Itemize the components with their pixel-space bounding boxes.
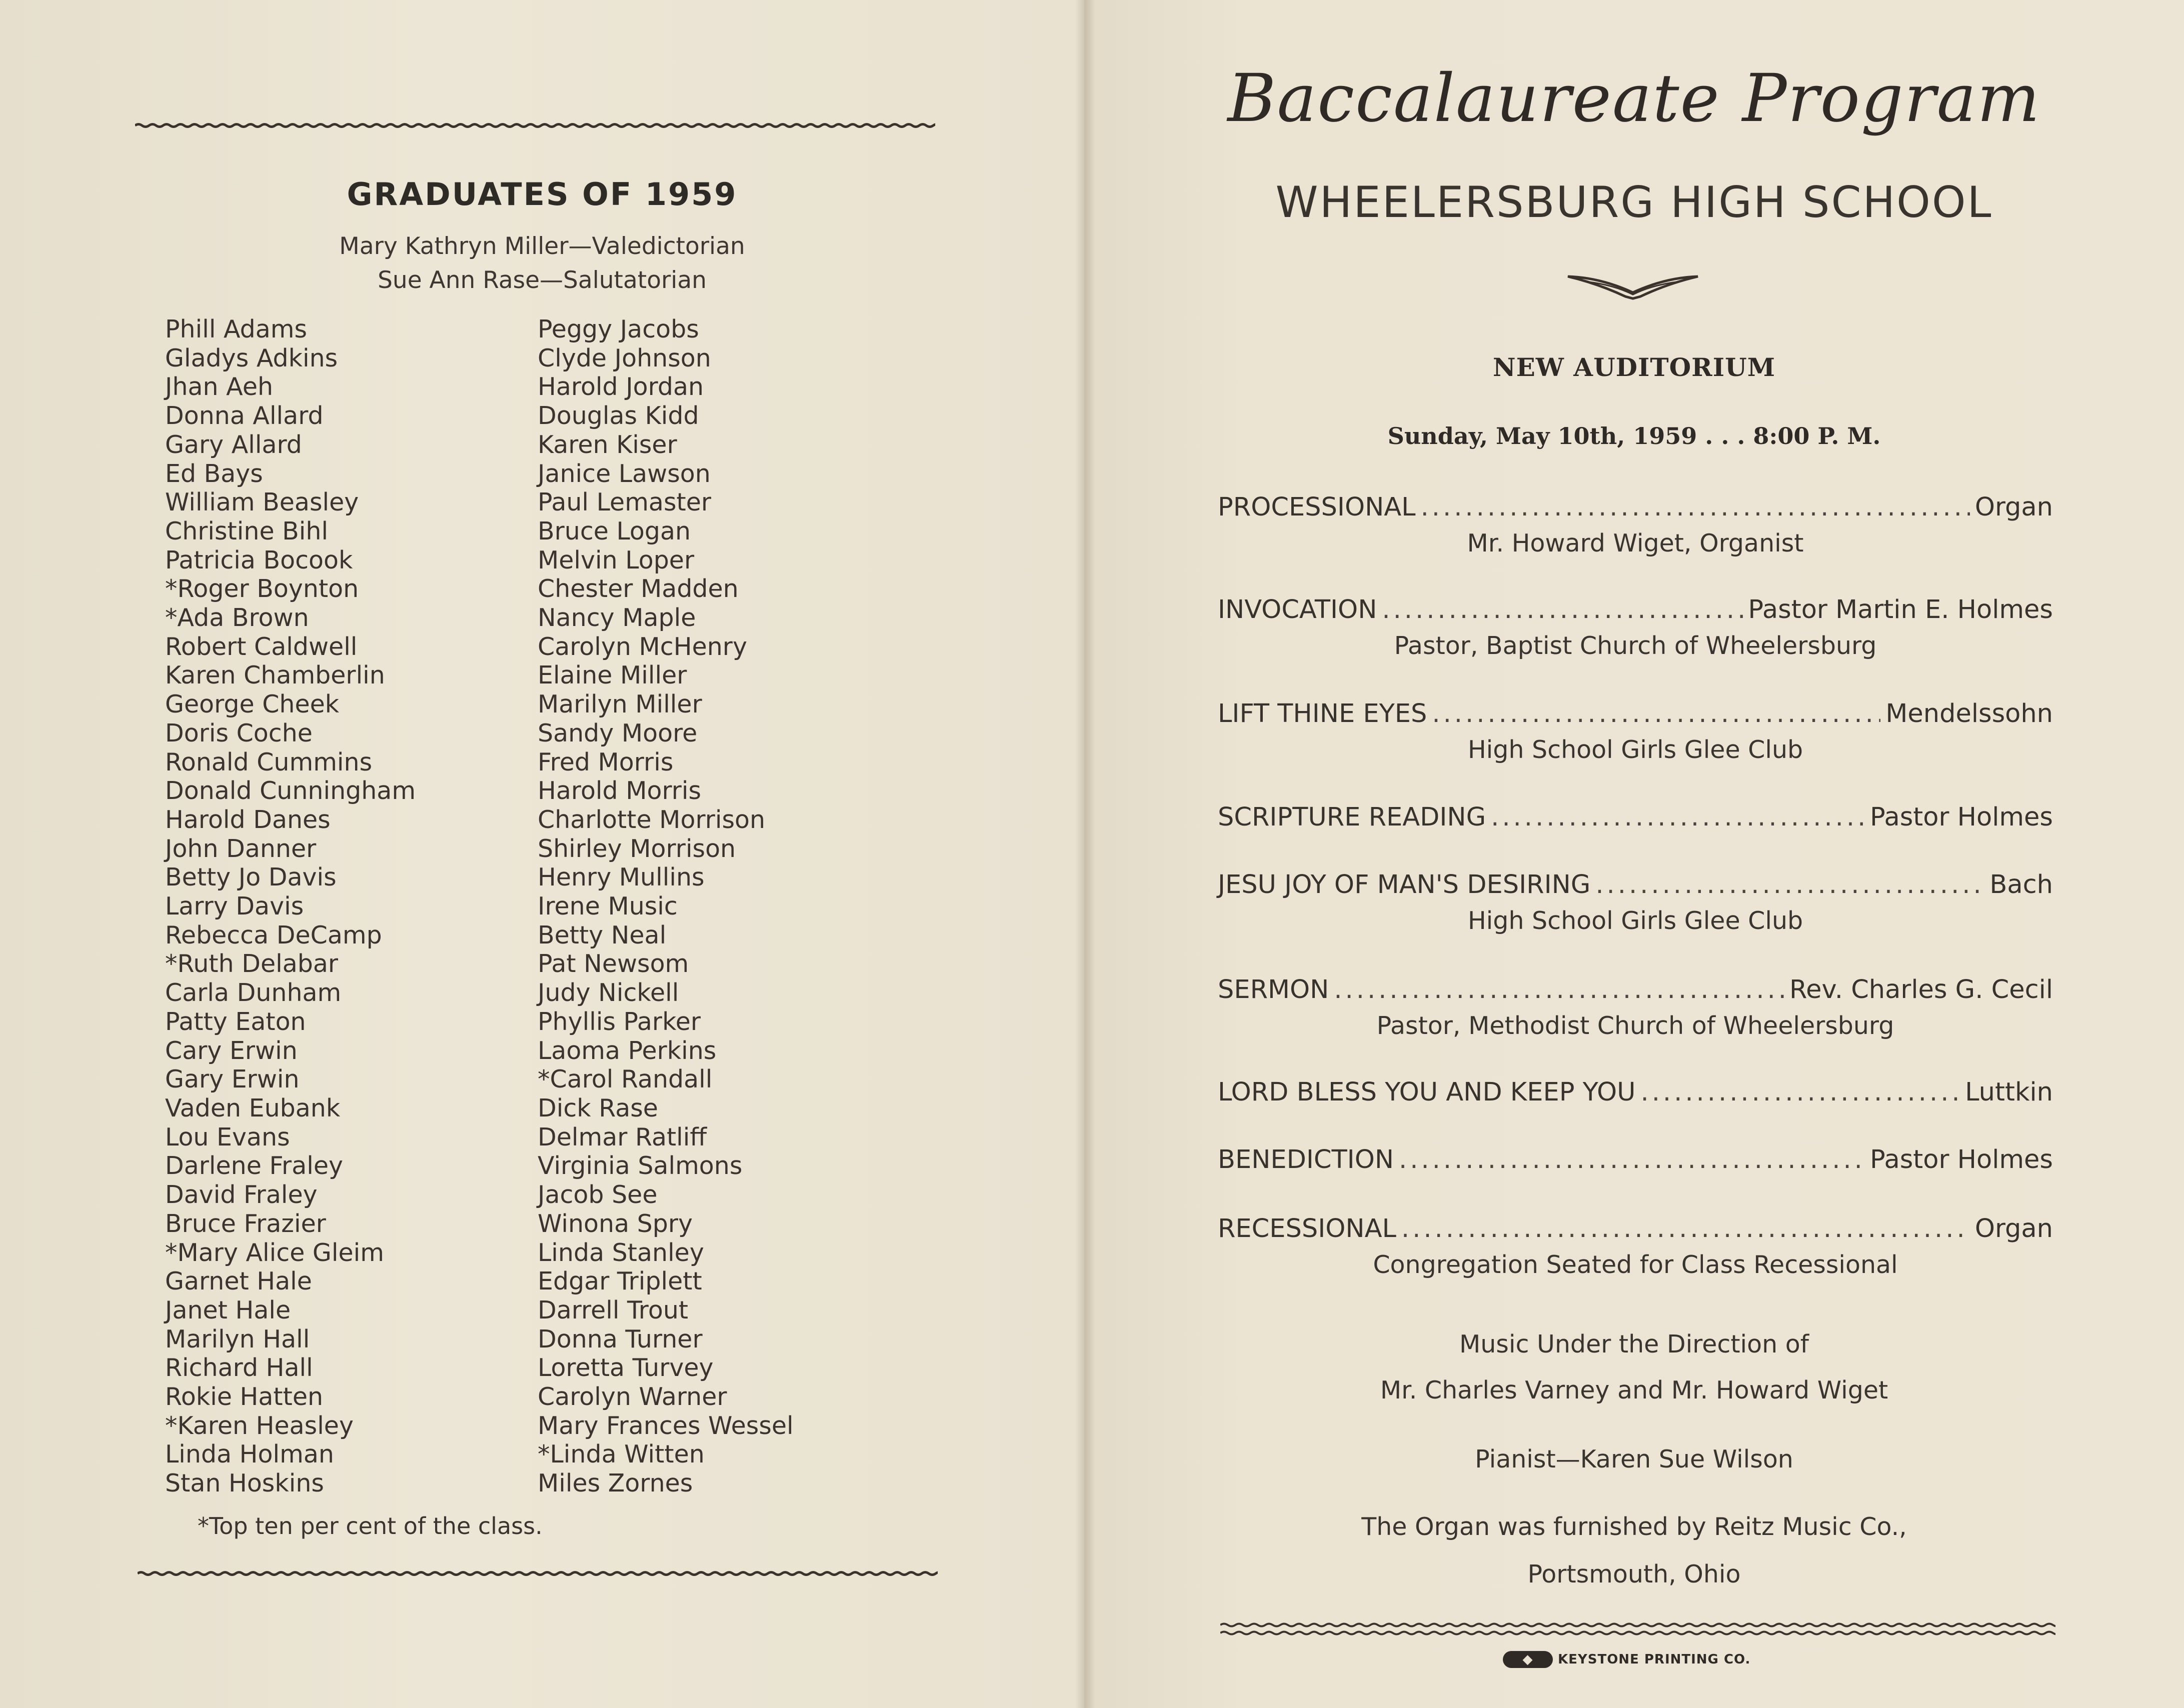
graduate-name: Laoma Perkins [538,1036,717,1065]
venue: NEW AUDITORIUM [1492,352,1776,382]
graduate-name: Harold Morris [538,776,702,806]
printer-name: KEYSTONE PRINTING CO. [1558,1652,1751,1667]
organ-note-line-1: The Organ was furnished by Reitz Music Co., [1361,1512,1907,1541]
top-wave-divider-left [135,120,935,131]
program-line [1218,802,2053,832]
graduate-name: *Linda Witten [538,1440,705,1469]
graduate-name: Patty Eaton [165,1007,306,1036]
graduate-name: Vaden Eubank [165,1094,341,1122]
graduate-name: Clyde Johnson [538,344,711,372]
graduate-name: Richard Hall [165,1354,313,1382]
dot-leader [1595,870,1984,900]
program-line [1218,492,2053,522]
graduate-name: Karen Chamberlin [165,661,385,690]
dot-leader [1334,975,1784,1004]
graduate-name: Edgar Triplett [538,1267,702,1296]
graduate-name: *Karen Heasley [165,1411,354,1440]
program-item-label: PROCESSIONAL [1218,492,1416,522]
graduate-name: Miles Zornes [538,1469,693,1498]
program-item-performer: Luttkin [1965,1078,2053,1107]
graduate-name: Gladys Adkins [165,344,338,372]
graduate-name: Janice Lawson [538,459,711,488]
music-direction-line-2: Mr. Charles Varney and Mr. Howard Wiget [1380,1376,1888,1404]
graduate-name: Betty Neal [538,920,667,950]
graduate-name: Karen Kiser [538,430,677,459]
graduate-name: Henry Mullins [538,863,705,892]
graduate-name: Ed Bays [165,459,263,488]
program-item [1218,975,2053,1040]
program-line [1218,870,2053,900]
program-item-detail: Pastor, Baptist Church of Wheelersburg [1394,632,1877,660]
program-item [1218,699,2053,764]
program-item-detail: Mr. Howard Wiget, Organist [1467,529,1804,558]
graduate-name: Darlene Fraley [165,1152,343,1180]
graduate-name: Stan Hoskins [165,1469,324,1498]
program-item-label: RECESSIONAL [1218,1214,1396,1244]
graduate-name: Harold Danes [165,805,331,834]
program-item-label: SCRIPTURE READING [1218,802,1486,832]
graduate-name: Carolyn McHenry [538,632,747,661]
graduate-name: John Danner [165,834,317,863]
graduate-name: Doris Coche [165,718,313,748]
graduate-name: Christine Bihl [165,516,329,546]
graduate-name: Linda Stanley [538,1238,704,1267]
organ-note-line-2: Portsmouth, Ohio [1527,1560,1741,1588]
graduate-name: *Ada Brown [165,604,309,632]
graduate-name: *Carol Randall [538,1065,713,1094]
program-item-label: LIFT THINE EYES [1218,699,1427,728]
graduate-name: Harold Jordan [538,372,704,402]
program-item [1218,870,2053,935]
event-datetime: Sunday, May 10th, 1959 . . . 8:00 P. M. [1387,422,1881,450]
program-item-detail: High School Girls Glee Club [1467,736,1803,764]
graduate-name: Bruce Logan [538,516,691,546]
graduate-name: William Beasley [165,488,359,517]
graduate-name: Jhan Aeh [165,372,274,402]
graduate-name: Darrell Trout [538,1296,689,1324]
program-title: Baccalaureate Program [1227,60,2041,137]
graduate-name: David Fraley [165,1180,318,1210]
program-item-detail: High School Girls Glee Club [1467,906,1803,935]
program-line [1218,699,2053,728]
dot-leader [1382,595,1743,624]
program-item-detail: Congregation Seated for Class Recessional [1373,1250,1898,1279]
dot-leader [1401,1214,1970,1244]
graduate-name: *Mary Alice Gleim [165,1238,385,1267]
graduate-name: Nancy Maple [538,604,696,632]
graduate-name: Donna Allard [165,402,324,430]
graduate-name: Phyllis Parker [538,1007,701,1036]
graduate-name: Chester Madden [538,574,739,604]
program-line [1218,1078,2053,1107]
program-item-performer: Bach [1989,870,2053,900]
graduate-name: Shirley Morrison [538,834,736,863]
program-item-performer: Organ [1974,492,2053,522]
graduate-name: Carla Dunham [165,978,342,1008]
graduate-name: Larry Davis [165,892,304,921]
graduate-name: Lou Evans [165,1122,290,1152]
program-item-label: LORD BLESS YOU AND KEEP YOU [1218,1078,1636,1107]
pianist: Pianist—Karen Sue Wilson [1475,1445,1793,1474]
graduate-name: Gary Allard [165,430,302,459]
program-item-label: BENEDICTION [1218,1145,1394,1174]
graduate-name: Jacob See [538,1180,658,1210]
keystone-logo-icon: ◆ [1503,1651,1553,1668]
graduate-name: Irene Music [538,892,678,921]
graduate-name: *Ruth Delabar [165,950,339,978]
graduate-name: Donald Cunningham [165,776,416,806]
valedictorian: Mary Kathryn Miller—Valedictorian [339,232,745,260]
program-item-performer: Pastor Holmes [1869,802,2053,832]
program-item-performer: Rev. Charles G. Cecil [1789,975,2053,1004]
graduate-name: Phill Adams [165,315,308,344]
graduate-name: Winona Spry [538,1209,693,1238]
program-line [1218,595,2053,624]
graduate-name: Rokie Hatten [165,1382,324,1412]
dot-leader [1399,1145,1865,1174]
bottom-wave-divider-left [138,1568,938,1579]
program-item [1218,802,2053,832]
program-item [1218,1214,2053,1279]
program-item [1218,595,2053,660]
dot-leader [1491,802,1865,832]
program-item-performer: Organ [1974,1214,2053,1244]
dot-leader [1641,1078,1960,1107]
program-line [1218,1145,2053,1174]
graduate-name: Mary Frances Wessel [538,1411,794,1440]
program-item [1218,1078,2053,1107]
graduate-name: Charlotte Morrison [538,805,766,834]
graduate-name: Betty Jo Davis [165,863,337,892]
graduate-name: Bruce Frazier [165,1209,326,1238]
graduate-name: *Roger Boynton [165,574,359,604]
graduate-name: Melvin Loper [538,546,695,574]
graduate-name: Marilyn Miller [538,690,702,719]
dot-leader [1432,699,1880,728]
program-item-performer: Mendelssohn [1885,699,2053,728]
music-direction-line-1: Music Under the Direction of [1459,1330,1809,1358]
graduate-name: Robert Caldwell [165,632,358,661]
school-name: WHEELERSBURG HIGH SCHOOL [1275,178,1993,228]
graduate-name: Fred Morris [538,748,674,776]
graduates-column-2 [538,315,794,1498]
graduate-name: Paul Lemaster [538,488,711,517]
wing-ornament-icon [1565,272,1700,304]
program-item-detail: Pastor, Methodist Church of Wheelersburg [1376,1012,1894,1040]
program-item-performer: Pastor Holmes [1869,1145,2053,1174]
graduate-name: Dick Rase [538,1094,658,1122]
program-item-label: JESU JOY OF MAN'S DESIRING [1218,870,1591,900]
graduate-name: Pat Newsom [538,950,689,978]
graduate-name: Virginia Salmons [538,1152,743,1180]
graduate-name: Ronald Cummins [165,748,373,776]
program-item [1218,1145,2053,1174]
printer-mark [1503,1651,1750,1668]
graduates-title: GRADUATES OF 1959 [347,176,738,212]
graduate-name: Carolyn Warner [538,1382,727,1412]
graduate-name: Delmar Ratliff [538,1122,707,1152]
salutatorian: Sue Ann Rase—Salutatorian [378,266,707,294]
graduate-name: Marilyn Hall [165,1324,310,1354]
program-item-performer: Pastor Martin E. Holmes [1748,595,2053,624]
graduate-name: Judy Nickell [538,978,679,1008]
graduate-name: Peggy Jacobs [538,315,699,344]
graduate-name: Loretta Turvey [538,1354,714,1382]
graduate-name: Gary Erwin [165,1065,300,1094]
program-item-label: INVOCATION [1218,595,1377,624]
graduate-name: Rebecca DeCamp [165,920,382,950]
graduate-name: Elaine Miller [538,661,687,690]
graduates-column-1 [165,315,416,1498]
program-item-label: SERMON [1218,975,1329,1004]
graduate-name: Donna Turner [538,1324,703,1354]
graduate-name: Garnet Hale [165,1267,312,1296]
graduate-name: Douglas Kidd [538,402,699,430]
graduate-name: Cary Erwin [165,1036,298,1065]
graduate-name: Sandy Moore [538,718,698,748]
graduate-name: Janet Hale [165,1296,291,1324]
dot-leader [1421,492,1970,522]
program-line [1218,1214,2053,1244]
graduate-name: Patricia Bocook [165,546,353,574]
footnote: *Top ten per cent of the class. [198,1512,543,1540]
bottom-wave-divider-right [1220,1620,2055,1638]
program-line [1218,975,2053,1004]
graduate-name: George Cheek [165,690,340,719]
program-item [1218,492,2053,558]
graduate-name: Linda Holman [165,1440,334,1469]
